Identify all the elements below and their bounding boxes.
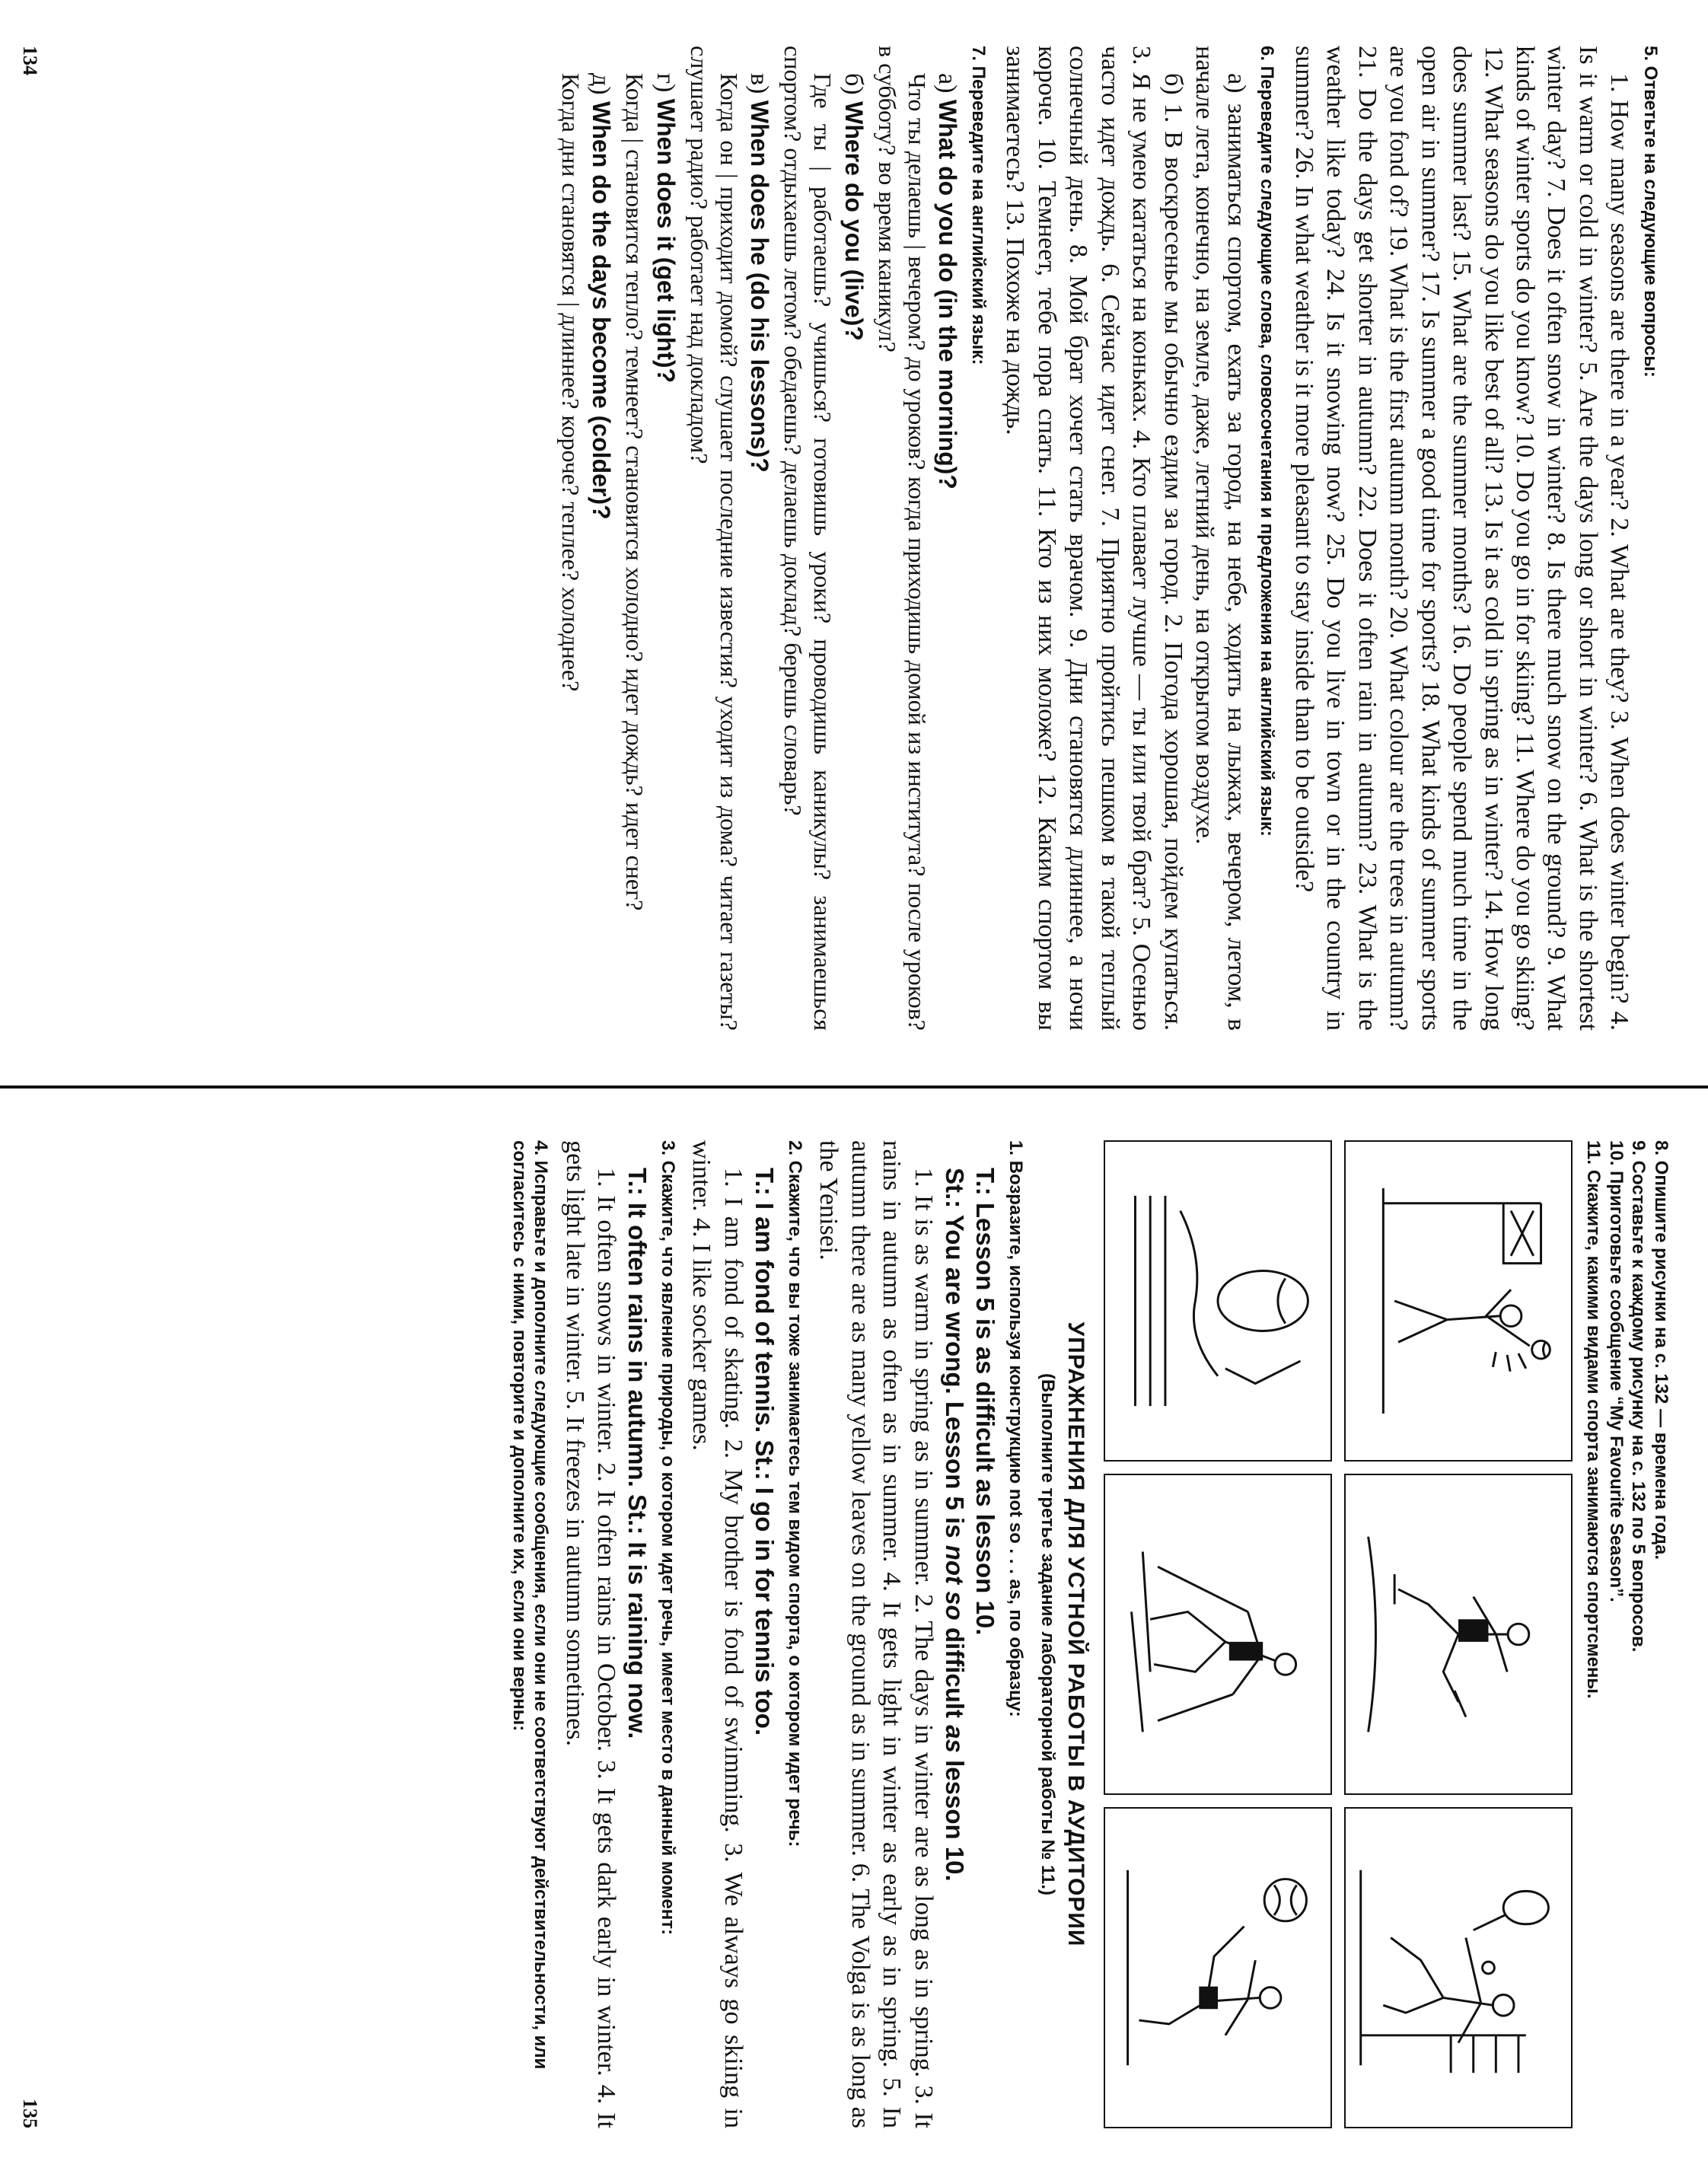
exercise-11: 11. Скажите, какими видами спорта занимаются спортсмены. — [1583, 1140, 1604, 1699]
exercise-7-a-label: а) — [933, 73, 962, 100]
exercise-5-text: 1. How many seasons are there in a year? 2. What are they? 3. When does winter begin? 4. Is it warm or cold in winter? 5. Are the days long or short in winter? 6. What is the shortest winter day? 7. Does it often snow in winter? 8. Is there much snow on the ground? 9. What kinds of winter sports do you know? 10. Do you go in for skiing? 11. Where do you go skiing? 12. What seasons do you like best of all? 13. Is it as cold in spring as in winter? 14. How long does summer last? 15. What are the summer months? 16. Do people spend much time in the open air in summer? 17. Is summer a good time for sports? 18. What kinds of summer sports are you fond of? 19. What is the first autumn month? 20. What colour are the trees in autumn? 21. Do the days get shorter in autumn? 22. Does it often rain in autumn? 23. What is the weather like today? 24. Is it snowing now? 25. Do you live in town or in the country in summer? 26. In what weather is it more pleasant to stay inside than to be outside? — [1289, 46, 1634, 1031]
student-reply-as: as — [940, 1725, 969, 1753]
student-reply-part-1: St.: You are wrong. Lesson 5 is — [940, 1168, 969, 1545]
swimmer-icon — [1104, 1140, 1332, 1462]
page-number-right: 135 — [19, 2099, 41, 2128]
student-reply-part-2: difficult — [940, 1620, 969, 1726]
tennis-player-icon — [1344, 1807, 1573, 2128]
section-note: (Выполните третье задание лабораторной работы № 11.) — [1037, 1372, 1058, 1896]
oral-exercise-1-student — [939, 1140, 970, 2128]
oral-exercise-4-title: 4. Исправьте и дополните следующие сообщения, если они не соответствуют действительности, или согласитесь с ними, повторите и дополните их, если они верны: — [509, 1140, 552, 2070]
exercise-7-d-question: When does it (get light)? — [652, 98, 680, 384]
oral-exercise-1-title: 1. Возразите, используя конструкцию not so . . . as, по образцу: — [1005, 1140, 1026, 1717]
oral-exercise-2-title: 2. Скажите, что вы тоже занимаетесь тем видом спорта, о котором идет речь: — [784, 1140, 805, 1847]
exercise-7-a-heading — [932, 46, 963, 1031]
oral-exercise-1-text: 1. It is as warm in spring as in summer. 2. The days in winter are as long as in spring. 3. It rains in autumn as often as in summer. 4. It gets light in winter as early as in spring. 5. In autumn there are as many yellow leaves on the ground as in summer. 6. The Volga is as long as the Yenisei. — [814, 1140, 938, 2128]
oral-exercise-3-text: 1. It often snows in winter. 2. It often rains in October. 3. It gets dark early in winter. 4. It gets light late in winter. 5. It freezes in autumn sometimes. — [560, 1140, 621, 2128]
exercise-7-c-question: When does he (do his lessons)? — [746, 100, 774, 473]
exercise-7-a-text: Что ты делаешь | вечером? до уроков? когда приходишь домой из института? после уроков? в субботу? во время каникул? — [873, 46, 931, 1031]
exercise-7-c-heading — [744, 46, 775, 1031]
exercise-7-d-label: г) — [651, 73, 680, 99]
exercise-5-title: 5. Ответьте на следующие вопросы: — [1640, 46, 1661, 378]
exercise-8: 8. Опишите рисунки на с. 132 — времена года. — [1651, 1140, 1671, 1560]
student-reply-not-so: not so — [940, 1544, 969, 1621]
section-heading: УПРАЖНЕНИЯ ДЛЯ УСТНОЙ РАБОТЫ В АУДИТОРИИ — [1063, 1321, 1088, 1947]
oral-exercise-2-text: 1. I am fond of skating. 2. My brother is fond of swimming. 3. We always go skiing in winter. 4. I like socker games. — [687, 1140, 747, 2128]
exercise-7-b-label: б) — [839, 73, 868, 102]
exercise-7-d-text: Когда | становится тепло? темнеет? становится холодно? идет дождь? идет снег? — [621, 73, 649, 911]
exercise-7-c-text: Когда он | приходит домой? слушает последние известия? уходит из дома? читает газеты? слушает радио? работает над докладом? — [685, 46, 743, 1031]
exercise-7-c-label: в) — [745, 73, 774, 100]
football-player-icon — [1104, 1807, 1332, 2128]
skier-icon — [1104, 1474, 1332, 1795]
exercise-10: 10. Приготовьте сообщение “My Favourite Season”. — [1605, 1140, 1627, 1602]
volleyball-player-icon — [1344, 1140, 1573, 1462]
skater-icon — [1344, 1474, 1573, 1795]
exercise-9: 9. Составьте к каждому рисунку на с. 132 по 5 вопросов. — [1628, 1140, 1649, 1653]
exercise-6-title: 6. Переведите следующие слова, словосочетания и предложения на английский язык: — [1257, 46, 1278, 837]
exercise-7-b-text: Где ты | работаешь? учишься? готовишь уроки? проводишь каникулы? занимаешься спортом? отдыхаешь летом? обедаешь? делаешь доклад? берешь словарь? — [779, 46, 837, 1031]
exercise-7-d-heading — [649, 46, 680, 1031]
page-number-left: 134 — [19, 46, 41, 75]
exercise-7-e-label: д) — [587, 73, 616, 102]
page-135 — [0, 1087, 1708, 2174]
exercise-7-e-text: Когда дни становятся | длиннее? короче? теплее? холоднее? — [556, 73, 585, 692]
exercise-6-b: б) 1. В воскресенье мы обычно ездим за город. 2. Погода хорошая, пойдем купаться. 3. Я не умею кататься на коньках. 4. Кто плавает лучше — ты или твой брат? 5. Осенью часто идет дождь. 6. Сейчас идет снег. 7. Приятно пройтись пешком в такой теплый солнечный день. 8. Мой брат хочет стать врачом. 9. Дни становятся длиннее, а ночи короче. 10. Темнеет, тебе пора спать. 11. Кто из них моложе? 12. Каким спортом вы занимаетесь? 13. Похоже на дождь. — [1001, 46, 1187, 1031]
exercise-7-e-question: When do the days become (colder)? — [588, 101, 616, 520]
exercise-7-title: 7. Переведите на английский язык: — [967, 46, 989, 365]
oral-exercise-3-example: T.: It often rains in autumn. St.: It is raining now. — [623, 1168, 652, 1739]
exercise-7-e-heading — [585, 46, 617, 1031]
exercise-7-b-question: Where do you (live)? — [840, 101, 868, 341]
oral-exercise-2-example: T.: I am fond of tennis. St.: I go in for tennis too. — [750, 1168, 779, 1736]
student-reply-part-3: lesson 10. — [940, 1752, 969, 1882]
oral-exercise-3-title: 3. Скажите, что явление природы, о котором идет речь, имеет место в данный момент: — [657, 1140, 678, 1935]
exercise-6-a: а) заниматься спортом, ехать за город, на небе, ходить на лыжах, вечером, летом, в начале лета, конечно, на земле, даже, летний день, на открытом воздухе. — [1190, 46, 1251, 1031]
oral-exercise-1-teacher: T.: Lesson 5 is as difficult as lesson 10. — [971, 1168, 1000, 1636]
sports-illustrations — [1104, 1140, 1573, 2128]
exercise-7-b-heading — [837, 46, 868, 1031]
exercise-7-a-question: What do you do (in the morning)? — [934, 99, 962, 489]
